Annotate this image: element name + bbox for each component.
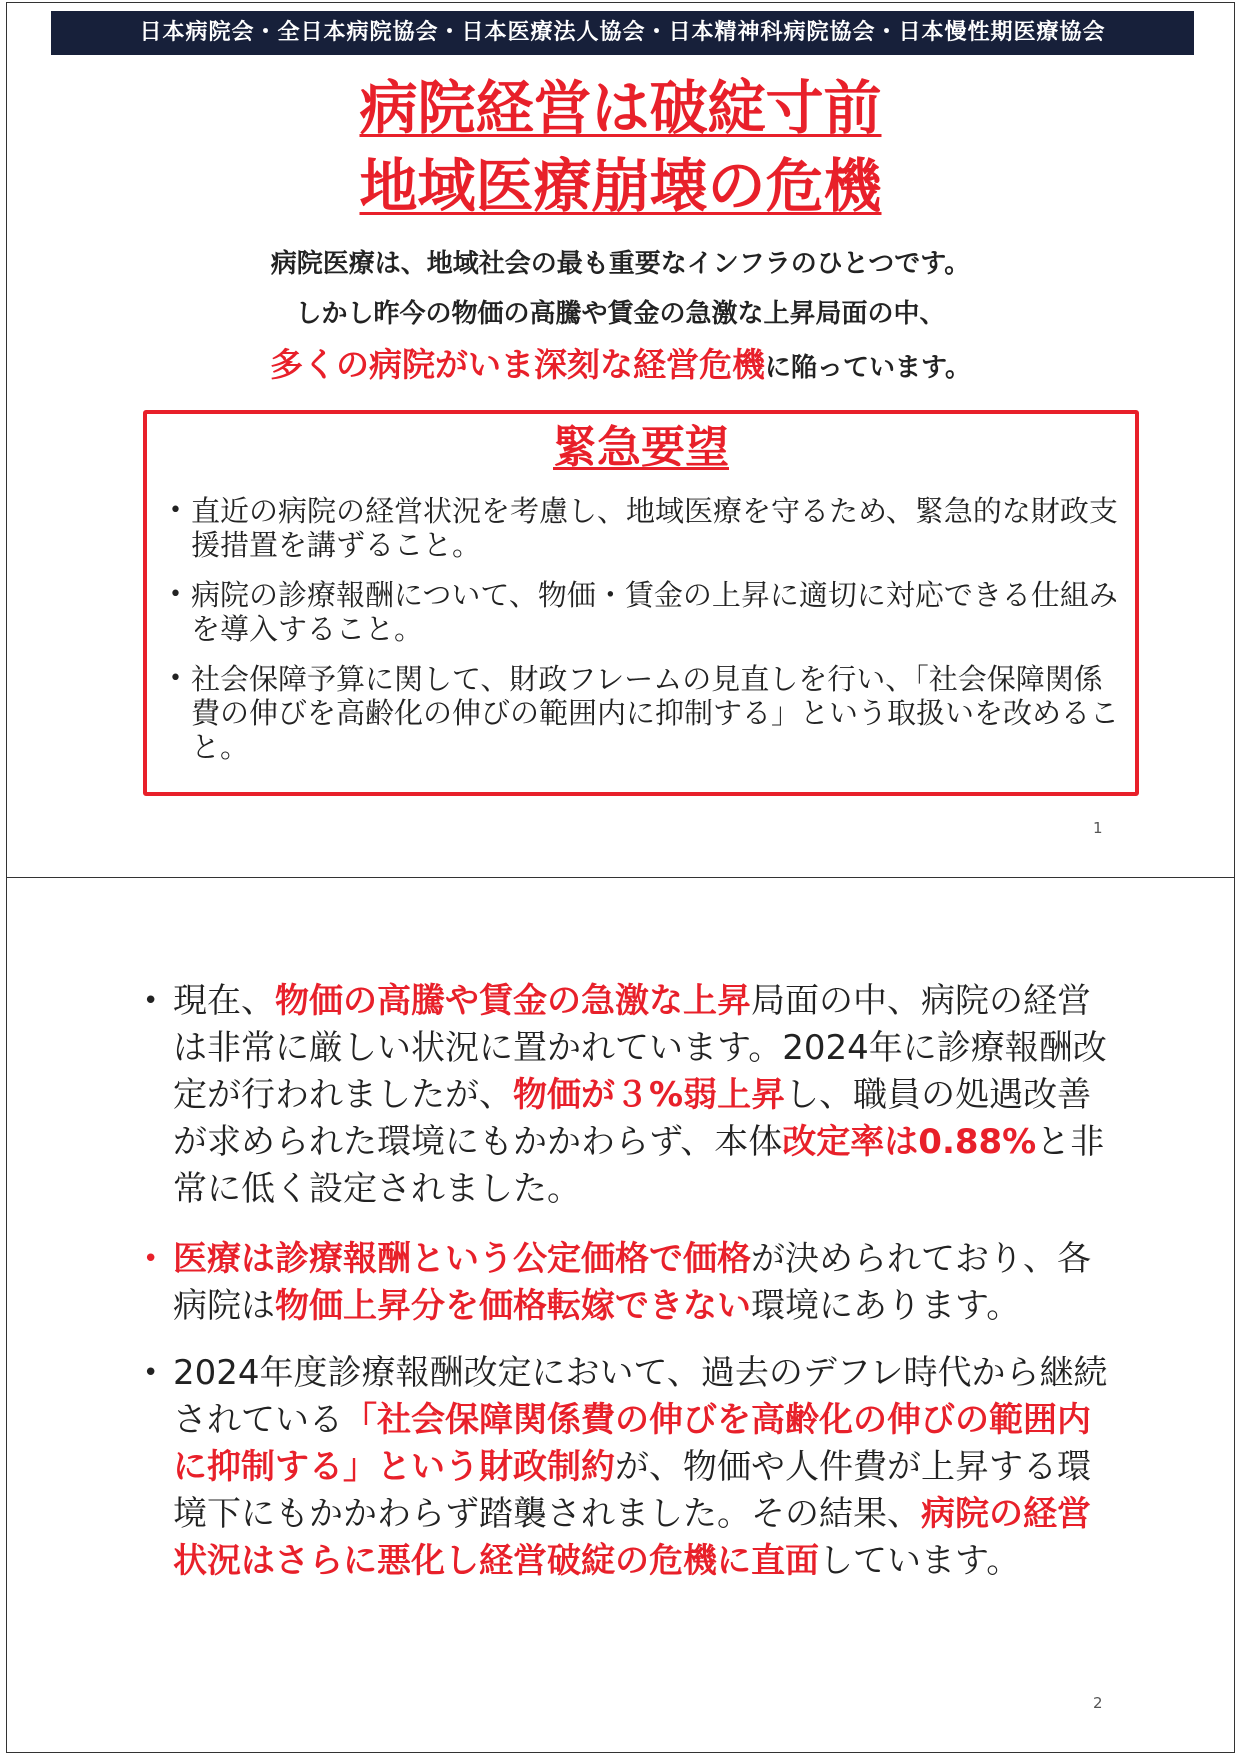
bullet-icon: • — [143, 1244, 159, 1274]
headline-line-1 — [7, 73, 1234, 143]
text-run: し、職員の処遇改善が求められた環境にもかかわらず、本体 — [173, 1075, 1092, 1162]
request-item — [169, 578, 1119, 646]
body-paragraph-2 — [137, 1236, 1117, 1330]
intro-emphasis: 多くの病院がいま深刻な経営危機 — [270, 345, 766, 384]
urgent-request-title-text: 緊急要望 — [553, 422, 729, 473]
text-run: が、物価や人件費が上昇する環境下にもかかわらず踏襲されました。その結果、 — [173, 1447, 1091, 1534]
request-item-text: 社会保障予算に関して、財政フレームの見直しを行い、「社会保障関係費の伸びを高齢化の伸びの範囲内に抑制する」という取扱いを改めること。 — [191, 662, 1120, 764]
intro-line-2: しかし昨今の物価の高騰や賃金の急激な上昇局面の中、 — [295, 299, 946, 329]
paragraph-text — [137, 1350, 1117, 1585]
urgent-request-title — [147, 420, 1135, 476]
text-run: 局面の中、病院の経営は非常に厳しい状況に置かれています。2024年に診療報酬改定が行われましたが、 — [173, 981, 1107, 1115]
highlight-run: 「社会保障関係費の伸びを高齢化の伸びの範囲内に抑制する」という財政制約 — [173, 1400, 1091, 1487]
headline-line-1-text: 病院経営は破綻寸前 — [359, 74, 882, 142]
intro-line-3-rest: に陥っています。 — [765, 353, 971, 383]
highlight-run: 医療は診療報酬という公定価格で価格 — [173, 1239, 751, 1279]
text-run: 環境にあります。 — [751, 1286, 1021, 1326]
text-run: しています。 — [819, 1541, 1021, 1581]
headline-line-2-text: 地域医療崩壊の危機 — [359, 152, 882, 220]
bullet-icon: • — [143, 1358, 159, 1388]
urgent-request-box — [143, 410, 1139, 796]
text-run: が決められており、各病院は — [173, 1239, 1091, 1326]
intro-line-3 — [7, 339, 1234, 386]
text-run: 2024年度診療報酬改定において、過去のデフレ時代から継続されている — [173, 1353, 1108, 1440]
text-run: 現在、 — [173, 981, 275, 1021]
page-number: 1 — [1093, 819, 1103, 837]
request-item — [169, 662, 1119, 764]
headline-line-2 — [7, 151, 1234, 221]
bullet-icon: • — [169, 582, 182, 607]
request-item-text: 直近の病院の経営状況を考慮し、地域医療を守るため、緊急的な財政支援措置を講ずること。 — [191, 494, 1118, 562]
page-number: 2 — [1093, 1694, 1103, 1712]
body-paragraph-3 — [137, 1350, 1117, 1585]
slide-1 — [6, 2, 1235, 878]
body-paragraph-1 — [137, 978, 1117, 1213]
bullet-icon: • — [143, 986, 159, 1016]
highlight-run: 病院の経営状況はさらに悪化し経営破綻の危機に直面 — [173, 1494, 1091, 1581]
slide-2 — [6, 877, 1235, 1753]
organizations-banner: 日本病院会・全日本病院協会・日本医療法人協会・日本精神科病院協会・日本慢性期医療協会 — [51, 11, 1194, 55]
highlight-run: 物価上昇分を価格転嫁できない — [275, 1286, 751, 1326]
highlight-run: 改定率は0.88% — [782, 1122, 1037, 1162]
highlight-run: 物価が３%弱上昇 — [513, 1075, 786, 1115]
paragraph-text — [137, 978, 1117, 1213]
bullet-icon: • — [169, 498, 182, 523]
bullet-icon: • — [169, 666, 182, 691]
text-run: と非常に低く設定されました。 — [173, 1122, 1105, 1209]
highlight-run: 物価の高騰や賃金の急激な上昇 — [275, 981, 751, 1021]
intro-line-1: 病院医療は、地域社会の最も重要なインフラのひとつです。 — [270, 249, 971, 279]
request-item-text: 病院の診療報酬について、物価・賃金の上昇に適切に対応できる仕組みを導入すること。 — [191, 578, 1118, 646]
paragraph-text — [137, 1236, 1117, 1330]
request-item — [169, 494, 1119, 562]
